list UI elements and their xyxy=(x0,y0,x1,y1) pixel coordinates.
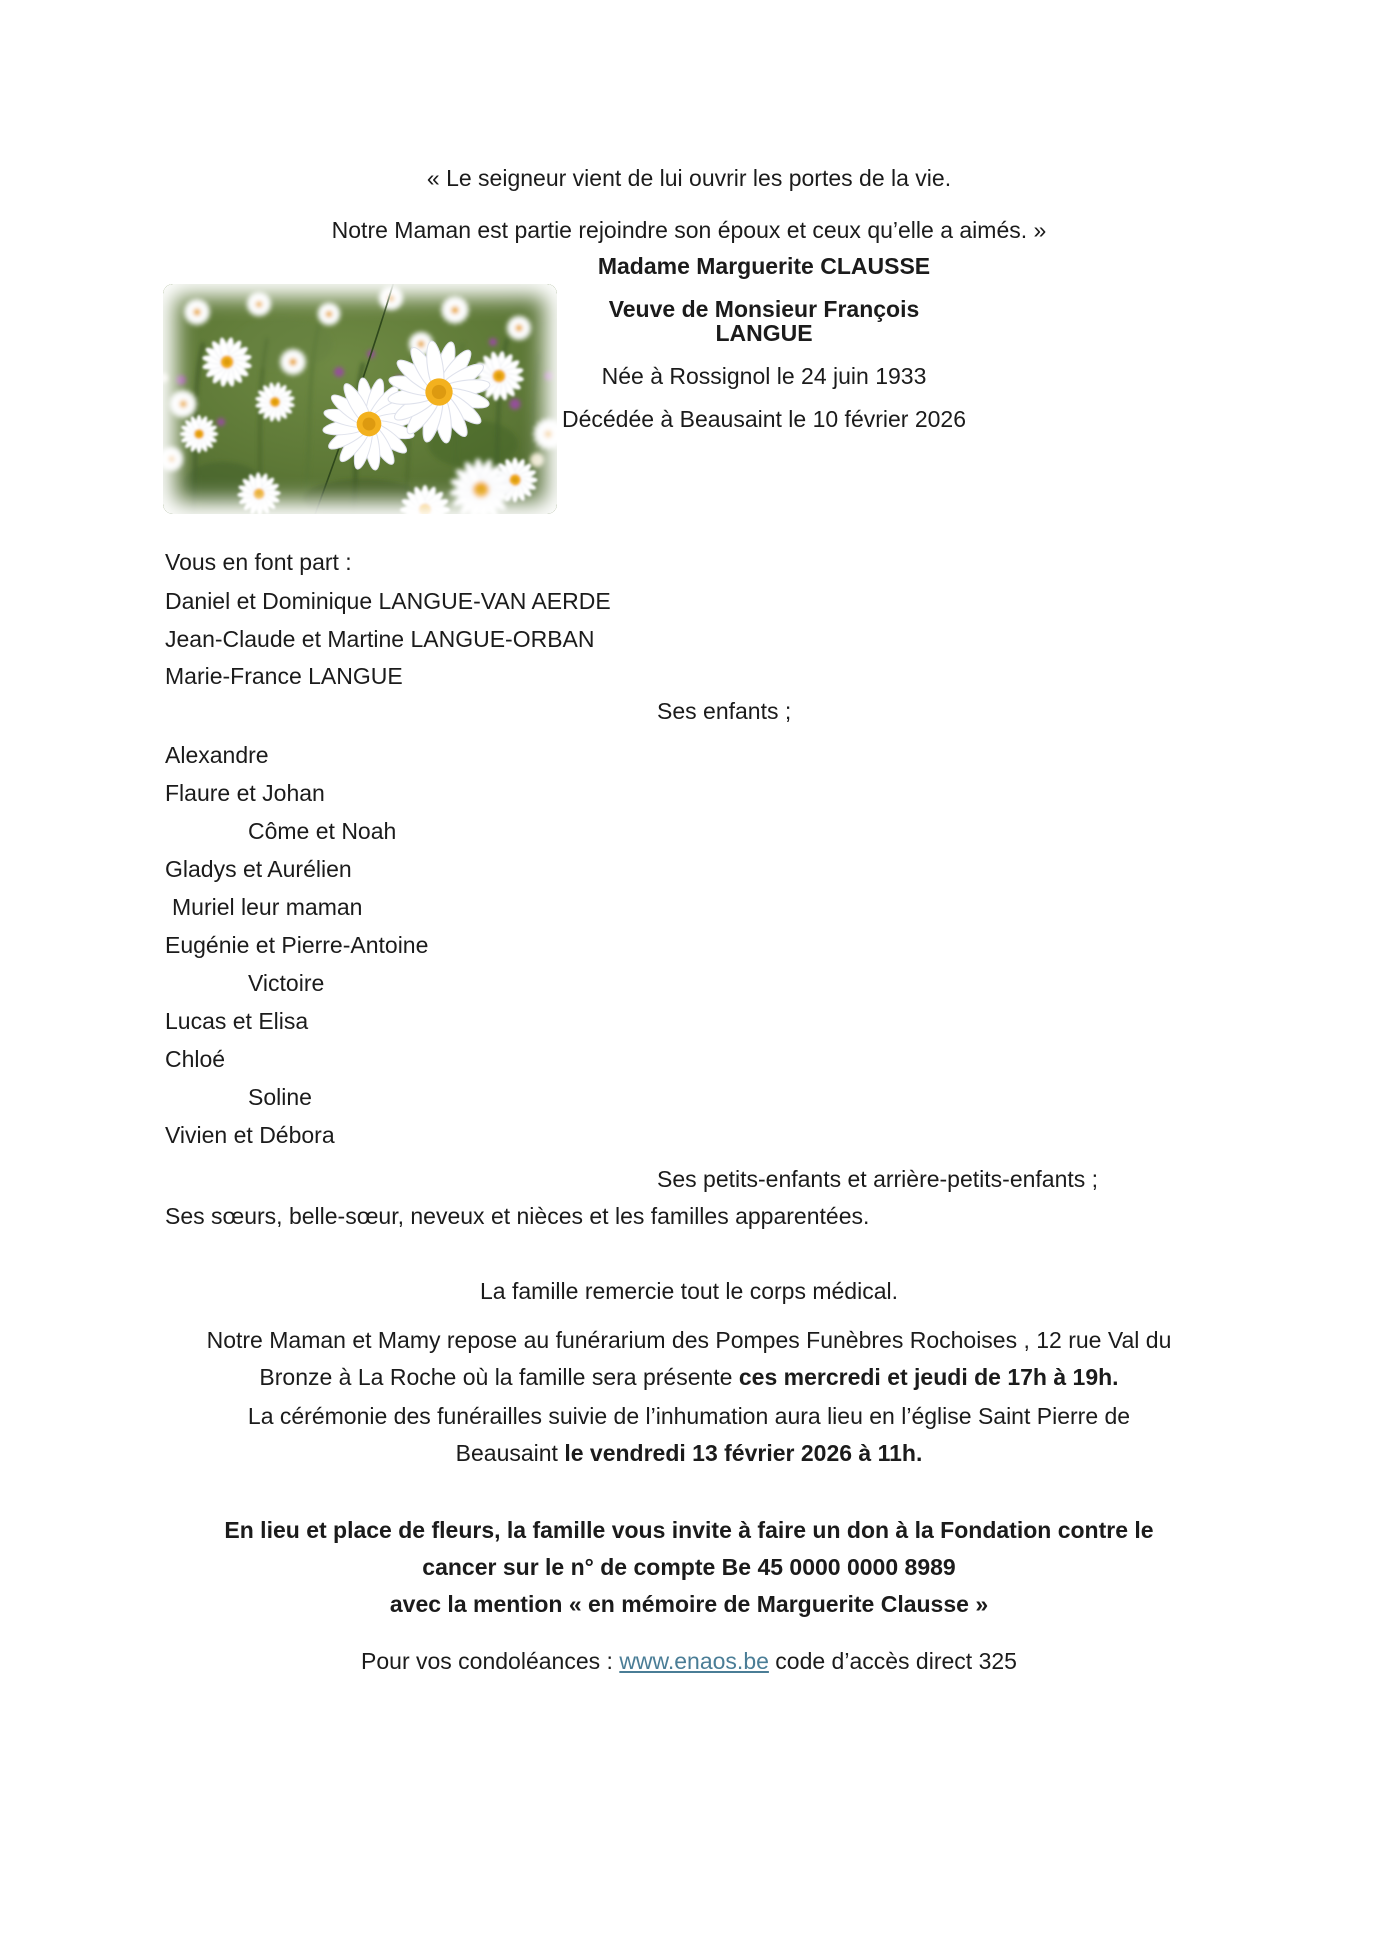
donation-paragraph xyxy=(114,1512,1264,1623)
list-item: Victoire xyxy=(248,970,325,996)
wake-paragraph xyxy=(114,1322,1264,1396)
announcement-intro: Vous en font part : xyxy=(165,549,352,575)
wake-line-2 xyxy=(114,1359,1264,1396)
ceremony-line-2 xyxy=(114,1435,1264,1472)
enaos-link[interactable]: www.enaos.be xyxy=(619,1648,769,1674)
list-item: Côme et Noah xyxy=(248,818,397,844)
list-item: Marie-France LANGUE xyxy=(165,663,403,689)
list-item: Jean-Claude et Martine LANGUE-ORBAN xyxy=(165,625,595,652)
list-item: Soline xyxy=(248,1084,312,1110)
wake-line-1: Notre Maman et Mamy repose au funérarium des Pompes Funèbres Rochoises , 12 rue Val du xyxy=(206,1327,1172,1353)
quote-line-2: Notre Maman est partie rejoindre son époux et ceux qu’elle a aimés. » xyxy=(331,217,1047,243)
list-item: Flaure et Johan xyxy=(165,780,325,806)
donation-line-1: En lieu et place de fleurs, la famille vous invite à faire un don à la Fondation contre le xyxy=(224,1517,1154,1543)
ceremony-line-1: La cérémonie des funérailles suivie de l’inhumation aura lieu en l’église Saint Pierre de xyxy=(247,1403,1131,1429)
list-item: Alexandre xyxy=(165,742,269,768)
deceased-widow-of: Veuve de Monsieur François LANGUE xyxy=(608,296,920,346)
list-item: Lucas et Elisa xyxy=(165,1008,309,1034)
condolences-line xyxy=(0,1648,1378,1675)
donation-line-2: cancer sur le n° de compte Be 45 0000 0000 8989 xyxy=(422,1554,956,1580)
deceased-death: Décédée à Beausaint le 10 février 2026 xyxy=(561,406,967,432)
list-item: Eugénie et Pierre-Antoine xyxy=(165,932,429,958)
wake-schedule: ces mercredi et jeudi de 17h à 19h. xyxy=(738,1364,1119,1390)
daisy-field-illustration xyxy=(163,284,557,514)
wake-line-2-text: Bronze à La Roche où la famille sera présente xyxy=(259,1364,739,1390)
thanks-line: La famille remercie tout le corps médical. xyxy=(480,1278,898,1304)
relatives-line: Ses sœurs, belle-sœur, neveux et nièces et les familles apparentées. xyxy=(165,1203,870,1229)
ceremony-date: le vendredi 13 février 2026 à 11h. xyxy=(564,1440,923,1466)
list-item: Daniel et Dominique LANGUE-VAN AERDE xyxy=(165,588,611,614)
children-label: Ses enfants ; xyxy=(657,698,792,724)
ceremony-line-2-text: Beausaint xyxy=(455,1440,565,1466)
daisy-field-photo xyxy=(163,284,557,514)
condolences-suffix: code d’accès direct 325 xyxy=(768,1648,1017,1674)
grandchildren-label: Ses petits-enfants et arrière-petits-enfants ; xyxy=(657,1166,1099,1192)
list-item: Chloé xyxy=(165,1046,226,1072)
donation-line-3: avec la mention « en mémoire de Marguerite Clausse » xyxy=(389,1591,989,1617)
grandchildren-list xyxy=(165,736,428,1154)
condolences-prefix: Pour vos condoléances : xyxy=(361,1648,620,1674)
list-item: Muriel leur maman xyxy=(172,894,363,920)
deceased-block xyxy=(557,254,971,450)
deceased-birth: Née à Rossignol le 24 juin 1933 xyxy=(601,363,927,389)
list-item: Gladys et Aurélien xyxy=(165,856,352,882)
list-item: Vivien et Débora xyxy=(165,1122,335,1148)
children-list xyxy=(165,583,611,696)
deceased-name: Madame Marguerite CLAUSSE xyxy=(597,253,931,279)
ceremony-paragraph xyxy=(114,1398,1264,1472)
quote-line-1: « Le seigneur vient de lui ouvrir les portes de la vie. xyxy=(426,165,952,191)
